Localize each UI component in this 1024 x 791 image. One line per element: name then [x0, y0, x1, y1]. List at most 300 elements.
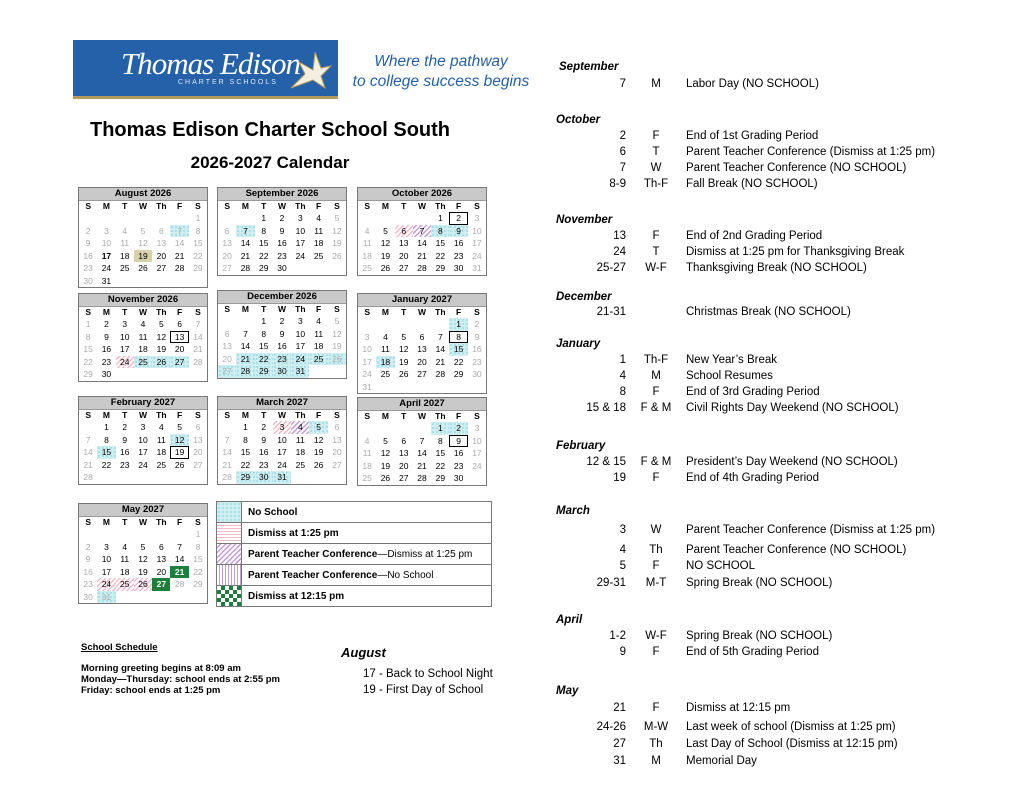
day-cell: 7	[170, 225, 188, 238]
day-cell: 7	[195, 319, 201, 329]
day-header: S	[195, 201, 201, 211]
week-row	[358, 212, 486, 225]
schedule-title: School Schedule	[81, 642, 158, 653]
month-calendar	[217, 290, 347, 379]
legend-dismiss	[217, 523, 491, 544]
day-cell	[309, 365, 327, 378]
day-cell: 14	[174, 238, 185, 248]
day-cell: 2	[104, 319, 109, 329]
day-cell	[170, 368, 188, 381]
event-description: Parent Teacher Conference (Dismiss at 1:25 pm)	[686, 524, 936, 536]
event-description: Last week of school (Dismiss at 1:25 pm)	[686, 721, 896, 733]
day-cell: 11	[138, 331, 148, 342]
legend-early-label: Dismiss at 12:15 pm	[248, 590, 345, 602]
day-cell: 22	[453, 356, 464, 367]
legend-ptc-no-school	[217, 565, 491, 586]
day-cell	[97, 471, 115, 484]
legend	[216, 501, 492, 607]
event-date: 21-31	[596, 306, 626, 318]
week-row	[79, 434, 207, 447]
day-cell: 16	[83, 566, 93, 577]
day-cell: 4	[291, 421, 309, 434]
day-cell	[79, 528, 97, 541]
day-cell: 4	[122, 225, 128, 236]
day-cell: 16	[453, 448, 464, 458]
no-school-swatch	[217, 502, 242, 522]
week-row	[218, 365, 346, 378]
day-cell: 23	[259, 459, 269, 470]
event-date: 7	[619, 78, 626, 90]
day-cell: 26	[152, 356, 170, 369]
day-cell: 1	[85, 319, 91, 329]
day-cell: 29	[435, 473, 446, 483]
day-cell: 30	[472, 369, 482, 379]
day-cell: 10	[472, 225, 482, 236]
day-cell: 15	[240, 447, 251, 457]
day-header: F	[177, 410, 183, 420]
day-cell: 9	[279, 225, 285, 236]
day-header: S	[85, 410, 91, 420]
day-header: W	[278, 410, 287, 420]
day-cell: 6	[224, 225, 230, 236]
day-cell: 16	[101, 344, 112, 354]
event-description: Dismiss at 1:25 pm for Thanksgiving Break	[686, 246, 905, 258]
day-cell: 12	[332, 328, 342, 339]
day-header: S	[334, 304, 340, 314]
event-date: 12 & 15	[586, 456, 626, 468]
event-weekday: W-F	[645, 262, 667, 274]
event-weekday: M	[651, 370, 661, 382]
day-header: F	[177, 517, 183, 527]
day-cell: 9	[85, 554, 91, 564]
day-cell: 29	[83, 369, 93, 379]
day-cell	[309, 262, 327, 275]
ptc-ns-swatch	[217, 565, 242, 585]
event-month-heading: December	[556, 291, 612, 303]
day-header: F	[456, 201, 462, 211]
day-header: W	[139, 517, 148, 527]
day-cell	[413, 318, 431, 331]
week-row	[218, 434, 346, 447]
day-cell: 24	[472, 250, 482, 261]
day-header: S	[334, 410, 340, 420]
week-row	[79, 541, 207, 554]
day-cell: 1	[195, 529, 201, 539]
event-date: 4	[619, 370, 626, 382]
tagline-line-1: Where the pathway	[374, 53, 508, 70]
day-cell: 31	[101, 275, 112, 286]
day-cell: 12	[313, 434, 324, 445]
day-cell: 16	[453, 238, 464, 248]
day-cell	[116, 275, 134, 288]
day-cell	[134, 591, 152, 604]
day-cell: 7	[85, 434, 91, 445]
day-header: S	[474, 201, 480, 211]
event-weekday: F	[652, 230, 660, 242]
event-description: End of 4th Grading Period	[686, 472, 819, 484]
day-cell: 12	[138, 554, 148, 564]
day-cell: 13	[222, 238, 232, 248]
week-row	[358, 435, 486, 448]
day-cell	[189, 471, 207, 484]
day-cell: 2	[474, 319, 480, 329]
day-header-row	[79, 201, 207, 212]
week-row	[79, 250, 207, 263]
week-row	[79, 421, 207, 434]
event-description: Labor Day (NO SCHOOL)	[686, 78, 819, 90]
day-cell: 11	[362, 448, 372, 458]
day-cell: 8	[195, 225, 201, 236]
day-cell: 19	[313, 447, 324, 457]
week-row	[79, 237, 207, 250]
event-weekday: M-W	[643, 721, 669, 733]
day-header-row	[79, 307, 207, 318]
week-row	[79, 446, 207, 459]
day-cell: 16	[259, 447, 269, 457]
day-cell: 2	[85, 225, 91, 236]
day-cell: 8	[261, 225, 267, 236]
day-cell: 23	[120, 459, 130, 470]
event-date: 24	[613, 246, 626, 258]
day-cell: 19	[134, 250, 152, 263]
day-cell: 24	[97, 578, 115, 591]
day-cell: 1	[437, 213, 443, 223]
day-cell: 7	[243, 328, 248, 339]
day-cell: 2	[85, 541, 91, 552]
day-cell: 4	[383, 331, 388, 342]
day-cell: 20	[332, 447, 342, 457]
day-cell: 19	[156, 344, 167, 354]
day-cell: 13	[193, 434, 203, 445]
day-header: Th	[435, 307, 446, 317]
day-cell: 17	[138, 447, 148, 457]
day-cell: 11	[314, 328, 324, 339]
day-cell: 29	[236, 471, 254, 484]
day-cell: 13	[417, 344, 427, 354]
day-cell: 30	[101, 369, 112, 379]
day-cell: 10	[277, 434, 287, 445]
day-cell: 17	[101, 250, 112, 261]
day-cell: 14	[435, 344, 446, 354]
day-cell: 11	[120, 554, 130, 564]
week-row	[79, 225, 207, 238]
legend-no-school-label: No School	[248, 506, 298, 518]
event-description: NO SCHOOL	[686, 560, 756, 572]
day-cell: 28	[174, 263, 185, 273]
day-cell: 8	[261, 328, 267, 339]
day-cell: 21	[417, 250, 427, 261]
day-header: M	[381, 201, 389, 211]
day-cell: 30	[453, 263, 464, 273]
week-row	[218, 212, 346, 225]
day-cell	[218, 315, 236, 328]
day-cell: 18	[120, 250, 130, 261]
day-cell	[189, 368, 207, 381]
day-cell: 4	[316, 316, 321, 326]
day-cell	[358, 318, 376, 331]
day-header: Th	[295, 201, 306, 211]
day-cell: 12	[156, 331, 167, 342]
day-cell: 14	[240, 238, 251, 248]
day-cell: 25	[156, 459, 167, 470]
day-cell: 17	[277, 447, 287, 457]
day-cell: 10	[362, 344, 372, 354]
day-cell: 18	[376, 356, 394, 369]
day-cell: 5	[140, 225, 146, 236]
day-cell	[152, 471, 170, 484]
day-cell	[376, 381, 394, 394]
school-name: Thomas Edison Charter School South	[89, 119, 451, 141]
event-date: 7	[619, 162, 626, 174]
day-cell: 26	[399, 369, 409, 379]
day-cell: 3	[364, 331, 370, 342]
event-date: 15 & 18	[586, 402, 626, 414]
month-calendar	[78, 503, 208, 604]
day-cell: 22	[435, 250, 446, 261]
day-cell: 5	[158, 319, 164, 329]
day-cell: 5	[177, 422, 182, 432]
week-row	[218, 262, 346, 275]
day-cell: 15	[435, 448, 446, 458]
day-header: Th	[156, 517, 167, 527]
event-weekday: F	[652, 702, 660, 714]
day-header: T	[261, 410, 267, 420]
week-row	[358, 447, 486, 460]
day-cell	[468, 381, 486, 394]
day-cell	[134, 275, 152, 288]
event-month-heading: February	[556, 440, 606, 452]
day-header: Th	[156, 201, 167, 211]
day-cell: 29	[193, 579, 203, 589]
legend-early	[217, 586, 491, 606]
day-cell: 12	[138, 238, 148, 248]
day-cell: 3	[297, 213, 303, 223]
week-row	[79, 459, 207, 472]
day-cell	[134, 368, 152, 381]
day-cell: 9	[122, 434, 128, 445]
event-description: Spring Break (NO SCHOOL)	[686, 630, 833, 642]
day-cell	[116, 471, 134, 484]
day-cell: 15	[259, 238, 269, 248]
day-cell: 10	[295, 225, 306, 236]
day-cell: 19	[380, 460, 391, 471]
event-date: 31	[613, 755, 626, 767]
day-cell: 14	[222, 447, 232, 457]
event-weekday: T	[652, 146, 660, 158]
day-header: S	[224, 201, 230, 211]
day-cell	[116, 591, 134, 604]
day-cell: 22	[83, 356, 93, 367]
day-header: S	[334, 201, 340, 211]
event-date: 9	[619, 646, 626, 658]
day-cell: 27	[332, 459, 342, 470]
day-cell: 28	[435, 369, 446, 379]
day-header: F	[316, 410, 322, 420]
day-cell: 24	[116, 356, 134, 369]
week-row	[358, 250, 486, 263]
day-cell	[97, 528, 115, 541]
month-title: January 2027	[358, 294, 486, 307]
event-description: Dismiss at 12:15 pm	[686, 702, 791, 714]
day-cell: 18	[120, 566, 130, 577]
day-cell: 17	[101, 566, 112, 577]
day-cell: 31	[362, 381, 372, 392]
day-cell	[291, 262, 309, 275]
day-cell: 22	[193, 566, 203, 577]
event-date: 8-9	[609, 178, 626, 190]
day-cell: 5	[383, 225, 388, 236]
day-header: S	[364, 307, 370, 317]
day-cell: 11	[295, 434, 305, 445]
day-cell: 15	[435, 238, 446, 248]
day-cell: 8	[449, 331, 467, 344]
event-weekday: M-T	[645, 577, 667, 589]
week-row	[79, 471, 207, 484]
day-cell: 2	[279, 213, 285, 223]
day-cell: 25	[295, 459, 306, 470]
day-cell: 21	[83, 459, 93, 470]
day-cell	[395, 318, 413, 331]
day-cell: 3	[104, 541, 109, 552]
day-cell: 16	[277, 238, 287, 248]
day-cell: 18	[362, 250, 372, 261]
day-cell: 4	[364, 435, 370, 446]
day-cell: 26	[332, 250, 342, 261]
week-row	[79, 578, 207, 591]
day-cell: 28	[174, 579, 185, 589]
day-cell: 12	[399, 344, 409, 354]
week-row	[79, 356, 207, 369]
day-header: M	[381, 411, 389, 421]
day-cell: 18	[362, 460, 372, 471]
week-row	[358, 343, 486, 356]
event-month-heading: April	[556, 614, 583, 626]
day-cell: 7	[413, 225, 431, 238]
day-cell	[152, 212, 170, 225]
event-month-heading: March	[556, 505, 590, 517]
month-calendar	[78, 187, 208, 288]
day-cell: 2	[261, 422, 267, 432]
day-header: S	[474, 411, 480, 421]
day-header: Th	[295, 304, 306, 314]
day-cell	[413, 212, 431, 225]
day-cell: 26	[380, 263, 391, 273]
day-cell: 23	[83, 579, 93, 589]
event-date: 27	[613, 738, 626, 750]
day-cell: 1	[195, 213, 201, 223]
event-month-heading: May	[556, 685, 579, 697]
day-cell: 2	[122, 422, 128, 432]
day-cell: 13	[170, 331, 188, 344]
day-cell: 3	[273, 421, 291, 434]
day-cell: 29	[193, 263, 203, 273]
day-header: T	[122, 201, 128, 211]
day-cell	[358, 422, 376, 435]
day-cell: 18	[313, 341, 324, 351]
day-cell: 31	[97, 591, 115, 604]
week-row	[79, 262, 207, 275]
day-cell: 12	[380, 448, 391, 458]
day-cell: 13	[399, 448, 409, 458]
event-date: 8	[619, 386, 626, 398]
day-cell: 23	[277, 250, 287, 261]
day-cell: 4	[316, 213, 321, 223]
day-cell: 8	[431, 225, 449, 238]
month-title: May 2027	[79, 504, 207, 517]
day-cell: 15	[97, 446, 115, 459]
week-row	[358, 368, 486, 381]
day-header: S	[195, 410, 201, 420]
day-header-row	[218, 304, 346, 315]
day-cell: 25	[380, 369, 391, 379]
day-cell: 18	[138, 344, 148, 354]
day-cell: 28	[417, 263, 427, 273]
day-cell: 19	[138, 566, 148, 577]
event-description: Christmas Break (NO SCHOOL)	[686, 306, 851, 318]
day-header-row	[218, 201, 346, 212]
week-row	[79, 368, 207, 381]
day-header: M	[102, 517, 110, 527]
event-weekday: Th	[649, 544, 663, 556]
event-description: Parent Teacher Conference (Dismiss at 1:25 pm)	[686, 146, 936, 158]
day-header: F	[456, 307, 462, 317]
day-header: W	[278, 201, 287, 211]
event-weekday: T	[652, 246, 660, 258]
day-header: F	[177, 201, 183, 211]
day-cell	[134, 528, 152, 541]
day-cell: 21	[240, 250, 251, 261]
day-cell: 9	[474, 331, 480, 342]
day-cell: 3	[140, 422, 146, 432]
day-cell: 28	[193, 356, 203, 367]
schedule-line: Friday: school ends at 1:25 pm	[81, 685, 221, 696]
day-header: Th	[295, 410, 306, 420]
day-header-row	[358, 411, 486, 422]
day-cell	[236, 212, 254, 225]
day-cell: 10	[138, 434, 148, 445]
event-description: School Resumes	[686, 370, 773, 382]
day-cell: 8	[437, 435, 443, 446]
day-cell: 18	[295, 447, 306, 457]
day-cell: 8	[85, 331, 91, 342]
day-cell: 26	[138, 263, 148, 273]
day-cell: 1	[261, 213, 267, 223]
day-cell: 5	[401, 331, 407, 342]
day-cell	[218, 421, 236, 434]
week-row	[358, 460, 486, 473]
day-cell: 28	[83, 472, 93, 482]
event-description: Civil Rights Day Weekend (NO SCHOOL)	[686, 402, 899, 414]
day-cell: 10	[472, 435, 482, 446]
day-header: S	[364, 201, 370, 211]
august-event: 17 - Back to School Night	[363, 668, 493, 680]
day-header: S	[85, 517, 91, 527]
week-row	[358, 237, 486, 250]
ptc-dismiss-swatch	[217, 544, 242, 564]
day-cell	[328, 471, 346, 484]
event-weekday: F	[652, 472, 660, 484]
event-description: Parent Teacher Conference (NO SCHOOL)	[686, 544, 907, 556]
event-date: 2	[619, 130, 626, 142]
dismiss-swatch	[217, 523, 242, 543]
day-cell	[97, 212, 115, 225]
day-header: W	[418, 201, 427, 211]
day-header: S	[195, 517, 201, 527]
day-header: T	[122, 517, 128, 527]
event-date: 29-31	[596, 577, 626, 589]
day-cell: 28	[240, 263, 251, 273]
day-cell	[449, 381, 467, 394]
